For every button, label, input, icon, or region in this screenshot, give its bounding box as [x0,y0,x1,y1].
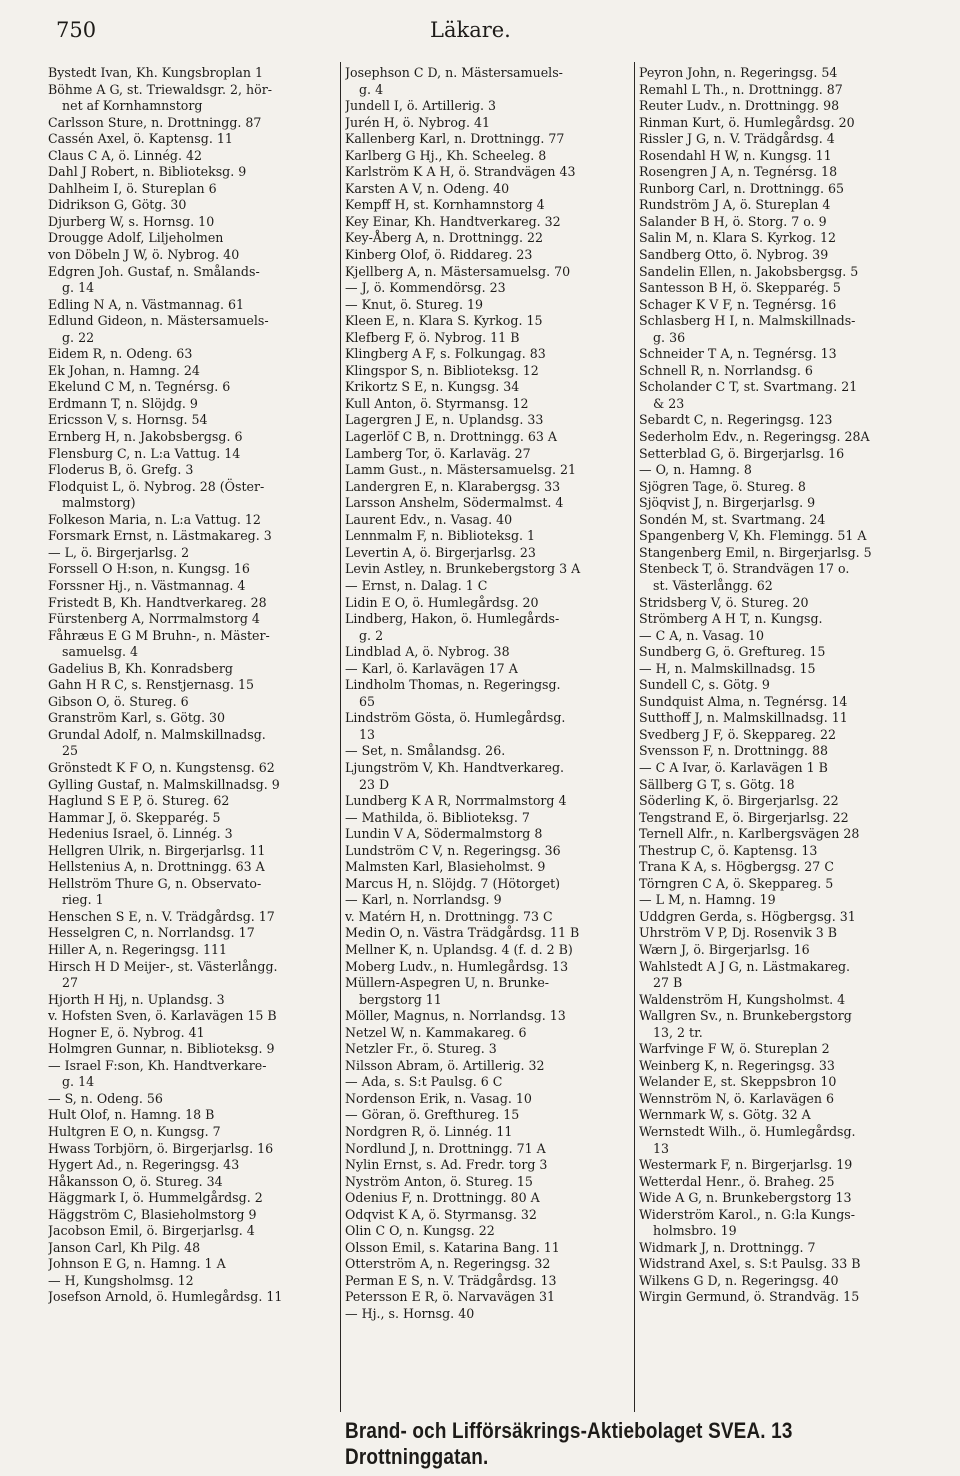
directory-entry-line: Malmsten Karl, Blasieholmst. 9 [345,859,546,875]
directory-entry-line: Hedenius Israel, ö. Linnég. 3 [48,826,233,842]
directory-entry-line: Olsson Emil, s. Katarina Bang. 11 [345,1239,560,1255]
directory-entry-line: Edlund Gideon, n. Mästersamuels- [48,313,269,329]
directory-entry-line: — L, ö. Birgerjarlsg. 2 [48,544,190,560]
directory-entry-line: Ternell Alfr., n. Karlbergsvägen 28 [639,826,860,842]
directory-entry-line: Rinman Kurt, ö. Humlegårdsg. 20 [639,114,855,130]
directory-entry-line: — Knut, ö. Stureg. 19 [345,296,484,312]
directory-entry-line: Hjorth H Hj, n. Uplandsg. 3 [48,991,225,1007]
directory-entry-line: Eidem R, n. Odeng. 63 [48,346,193,362]
directory-entry-line: Sundell C, s. Götg. 9 [639,677,770,693]
directory-entry-line: — Israel F:son, Kh. Handtverkare- [48,1057,267,1073]
directory-entry-line: Landergren E, n. Klarabergsg. 33 [345,478,561,494]
directory-entry-line: Lundström C V, n. Regeringsg. 36 [345,842,561,858]
directory-entry-line: Granström Karl, s. Götg. 30 [48,710,226,726]
directory-entry-line: Uhrström V P, Dj. Rosenvik 3 B [639,925,837,941]
directory-entry-line: 65 [359,693,376,709]
directory-entry-line: Lindberg, Hakon, ö. Humlegårds- [345,611,560,627]
directory-entry-line: Levertin A, ö. Birgerjarlsg. 23 [345,544,536,560]
directory-entry-line: Schneider T A, n. Tegnérsg. 13 [639,346,837,362]
directory-entry-line: Stangenberg Emil, n. Birgerjarlsg. 5 [639,544,872,560]
page-number: 750 [56,18,97,42]
directory-entry-line: Fürstenberg A, Norrmalmstorg 4 [48,611,260,627]
directory-entry-line: 13 [653,1140,670,1156]
directory-entry-line: Dahl J Robert, n. Biblioteksg. 9 [48,164,247,180]
directory-entry-line: — Göran, ö. Grefthureg. 15 [345,1107,520,1123]
directory-entry-line: Håkansson O, ö. Stureg. 34 [48,1173,223,1189]
directory-entry-line: Gahn H R C, s. Renstjernasg. 15 [48,677,255,693]
directory-entry-line: Lidin E O, ö. Humlegårdsg. 20 [345,594,539,610]
directory-entry-line: Petersson E R, ö. Narvavägen 31 [345,1289,556,1305]
directory-entry-line: Wernmark W, s. Götg. 32 A [639,1107,811,1123]
directory-entry-line: Klingspor S, n. Biblioteksg. 12 [345,362,539,378]
directory-entry-line: Schlasberg H I, n. Malmskillnads- [639,313,856,329]
directory-entry-line: Lundberg K A R, Norrmalmstorg 4 [345,793,567,809]
directory-entry-line: Key Einar, Kh. Handtverkareg. 32 [345,213,561,229]
directory-entry-line: Svensson F, n. Drottningg. 88 [639,743,829,759]
directory-entry-line: Waldenström H, Kungsholmst. 4 [639,991,846,1007]
directory-entry-line: Häggström C, Blasieholmstorg 9 [48,1206,257,1222]
directory-entry-line: — Mathilda, ö. Biblioteksg. 7 [345,809,530,825]
directory-entry-line: — Hj., s. Hornsg. 40 [345,1306,475,1322]
directory-entry-line: Laurent Edv., n. Vasag. 40 [345,511,513,527]
directory-entry-line: Sjögren Tage, ö. Stureg. 8 [639,478,806,494]
directory-entry-line: Hellstenius A, n. Drottningg. 63 A [48,859,265,875]
directory-entry-line: — Ernst, n. Dalag. 1 C [345,577,488,593]
directory-entry-line: g. 36 [653,329,686,345]
column-divider [340,62,341,1412]
directory-entry-line: Cassén Axel, ö. Kaptensg. 11 [48,131,233,147]
directory-entry-line: Henschen S E, n. V. Trädgårdsg. 17 [48,908,275,924]
directory-entry-line: Karsten A V, n. Odeng. 40 [345,180,510,196]
directory-entry-line: Spangenberg V, Kh. Flemingg. 51 A [639,528,867,544]
directory-entry-line: 25 [62,743,79,759]
directory-entry-line: Rosengren J A, n. Tegnérsg. 18 [639,164,838,180]
directory-entry-line: Forssell O H:son, n. Kungsg. 16 [48,561,250,577]
directory-entry-line: malmstorg) [62,495,136,511]
directory-entry-line: Nordlund J, n. Drottningg. 71 A [345,1140,546,1156]
directory-entry-line: Jundell I, ö. Artillerig. 3 [345,98,497,114]
directory-entry-line: Grundal Adolf, n. Malmskillnadsg. [48,726,266,742]
directory-entry-line: Santesson B H, ö. Skepparég. 5 [639,280,841,296]
directory-entry-line: Ekelund C M, n. Tegnérsg. 6 [48,379,231,395]
directory-entry-line: & 23 [653,395,685,411]
directory-entry-line: Karlström K A H, ö. Strandvägen 43 [345,164,576,180]
directory-entry-line: Uddgren Gerda, s. Högbergsg. 31 [639,908,856,924]
directory-entry-line: Josephson C D, n. Mästersamuels- [345,65,563,80]
directory-entry-line: Odenius F, n. Drottningg. 80 A [345,1190,540,1206]
directory-entry-line: Kull Anton, ö. Styrmansg. 12 [345,395,529,411]
directory-entry-line: Runborg Carl, n. Drottningg. 65 [639,180,844,196]
directory-entry-line: Gibson O, ö. Stureg. 6 [48,693,189,709]
directory-entry-line: Fåhræus E G M Bruhn-, n. Mäster- [48,627,270,643]
directory-entry-line: Odqvist K A, ö. Styrmansg. 32 [345,1206,537,1222]
directory-entry-line: Djurberg W, s. Hornsg. 10 [48,213,215,229]
directory-entry-line: Perman E S, n. V. Trädgårdsg. 13 [345,1272,557,1288]
directory-entry-line: — Karl, ö. Karlavägen 17 A [345,660,518,676]
directory-entry-line: Svedberg J F, ö. Skeppareg. 22 [639,726,836,742]
directory-entry-line: Häggmark I, ö. Hummelgårdsg. 2 [48,1190,263,1206]
directory-entry-line: Sjöqvist J, n. Birgerjarlsg. 9 [639,495,816,511]
directory-entry-line: Flensburg C, n. L:a Vattug. 14 [48,445,241,461]
directory-entry-line: Nordgren R, ö. Linnég. 11 [345,1124,513,1139]
directory-entry-line: — C A Ivar, ö. Karlavägen 1 B [639,759,828,775]
directory-entry-line: Scholander C T, st. Svartmang. 21 [639,379,858,395]
directory-entry-line: Janson Carl, Kh Pilg. 48 [48,1239,201,1255]
directory-entry-line: Nilsson Abram, ö. Artillerig. 32 [345,1057,545,1073]
directory-entry-line: net af Kornhamnstorg [62,98,203,114]
directory-entry-line: Lennmalm F, n. Biblioteksg. 1 [345,528,536,544]
directory-entry-line: Wide A G, n. Brunkebergstorg 13 [639,1190,852,1206]
directory-entry-line: Klefberg F, ö. Nybrog. 11 B [345,329,520,345]
directory-entry-line: Floderus B, ö. Grefg. 3 [48,462,194,478]
directory-entry-line: Netzler Fr., ö. Stureg. 3 [345,1041,497,1057]
directory-entry-line: 13 [359,726,376,742]
directory-entry-line: Westermark F, n. Birgerjarlsg. 19 [639,1157,853,1173]
directory-entry-line: Marcus H, n. Slöjdg. 7 (Hötorget) [345,875,561,891]
directory-entry-line: Sandelin Ellen, n. Jakobsbergsg. 5 [639,263,859,279]
directory-entry-line: Bystedt Ivan, Kh. Kungsbroplan 1 [48,65,263,80]
directory-entry-line: Forsmark Ernst, n. Lästmakareg. 3 [48,528,272,544]
directory-entry-line: Kinberg Olof, ö. Riddareg. 23 [345,247,533,263]
directory-entry-line: Lindblad A, ö. Nybrog. 38 [345,644,510,660]
directory-entry-line: Widerström Karol., n. G:la Kungs- [639,1206,856,1222]
directory-entry-line: Dahlheim I, ö. Stureplan 6 [48,180,217,196]
directory-entry-line: Müllern-Aspegren U, n. Brunke- [345,975,550,991]
directory-entry-line: Remahl L Th., n. Drottningg. 87 [639,81,843,97]
directory-entry-line: Edgren Joh. Gustaf, n. Smålands- [48,263,260,279]
directory-entry-line: Rissler J G, n. V. Trädgårdsg. 4 [639,131,835,147]
directory-entry-line: — H, n. Malmskillnadsg. 15 [639,660,816,676]
directory-entry-line: Trana K A, s. Högbergsg. 27 C [639,859,834,875]
directory-entry-line: Grönstedt K F O, n. Kungstensg. 62 [48,759,275,775]
directory-entry-line: Erdmann T, n. Slöjdg. 9 [48,395,198,411]
directory-entry-line: Otterström A, n. Regeringsg. 32 [345,1256,551,1272]
directory-entry-line: Sundberg G, ö. Greftureg. 15 [639,644,826,660]
directory-entry-line: Hammar J, ö. Skepparég. 5 [48,809,221,825]
directory-entry-line: Böhme A G, st. Triewaldsgr. 2, hör- [48,81,273,97]
directory-entry-line: Lamm Gust., n. Mästersamuelsg. 21 [345,462,577,478]
directory-entry-line: Johnson E G, n. Hamng. 1 A [48,1256,226,1272]
directory-entry-line: 27 B [653,975,683,991]
directory-entry-line: Didrikson G, Götg. 30 [48,197,187,213]
directory-entry-line: — Ada, s. S:t Paulsg. 6 C [345,1074,503,1090]
directory-entry-line: Lamberg Tor, ö. Karlaväg. 27 [345,445,531,461]
directory-entry-line: Holmgren Gunnar, n. Biblioteksg. 9 [48,1041,275,1057]
directory-entry-line: Sederholm Edv., n. Regeringsg. 28A [639,429,870,445]
directory-entry-line: 13, 2 tr. [653,1024,703,1040]
directory-entry-line: bergstorg 11 [359,991,442,1007]
directory-entry-line: Sebardt C, n. Regeringsg. 123 [639,412,833,428]
directory-entry-line: Kempff H, st. Kornhamnstorg 4 [345,197,545,213]
directory-entry-line: Salander B H, ö. Storg. 7 o. 9 [639,213,827,229]
directory-entry-line: Forssner Hj., n. Västmannag. 4 [48,577,246,593]
directory-entry-line: Hultgren E O, n. Kungsg. 7 [48,1124,221,1139]
directory-entry-line: Klingberg A F, s. Folkungag. 83 [345,346,546,362]
directory-entry-line: Welander E, st. Skeppsbron 10 [639,1074,837,1090]
directory-entry-line: Key-Åberg A, n. Drottningg. 22 [345,230,544,246]
directory-entry-line: Sondén M, st. Svartmang. 24 [639,511,826,527]
directory-entry-line: — J, ö. Kommendörsg. 23 [345,280,506,296]
directory-entry-line: Wilkens G D, n. Regeringsg. 40 [639,1272,839,1288]
directory-entry-line: Hwass Torbjörn, ö. Birgerjarlsg. 16 [48,1140,274,1156]
directory-entry-line: Claus C A, ö. Linnég. 42 [48,147,203,163]
directory-entry-line: g. 22 [62,329,95,345]
directory-entry-line: v. Matérn H, n. Drottningg. 73 C [345,908,553,924]
directory-entry-line: 23 D [359,776,390,792]
directory-entry-line: Wennström N, ö. Karlavägen 6 [639,1090,834,1106]
directory-entry-line: Gadelius B, Kh. Konradsberg [48,660,233,676]
directory-entry-line: Nordenson Erik, n. Vasag. 10 [345,1090,532,1106]
directory-entry-line: Widstrand Axel, s. S:t Paulsg. 33 B [639,1256,861,1272]
directory-entry-line: Wahlstedt A J G, n. Lästmakareg. [639,958,851,974]
directory-entry-line: Gylling Gustaf, n. Malmskillnadsg. 9 [48,776,280,792]
directory-entry-line: samuelsg. 4 [62,644,139,660]
column-3 [639,65,929,1306]
directory-entry-line: Lundin V A, Södermalmstorg 8 [345,826,543,842]
directory-entry-line: Warfvinge F W, ö. Stureplan 2 [639,1041,830,1057]
directory-entry-line: holmsbro. 19 [653,1223,737,1239]
directory-entry-line: Rosendahl H W, n. Kungsg. 11 [639,147,832,163]
directory-entry-line: Widmark J, n. Drottningg. 7 [639,1239,816,1255]
directory-entry-line: Hiller A, n. Regeringsg. 111 [48,941,227,957]
directory-entry-line: Jacobson Emil, ö. Birgerjarlsg. 4 [48,1223,255,1239]
directory-entry-line: Reuter Ludv., n. Drottningg. 98 [639,98,840,114]
directory-entry-line: Hesselgren C, n. Norrlandsg. 17 [48,925,255,941]
directory-entry-line: Moberg Ludv., n. Humlegårdsg. 13 [345,958,569,974]
directory-entry-line: Ek Johan, n. Hamng. 24 [48,362,200,378]
directory-entry-line: Stridsberg V, ö. Stureg. 20 [639,594,809,610]
directory-entry-line: Strömberg A H T, n. Kungsg. [639,611,823,627]
directory-entry-line: Schager K V F, n. Tegnérsg. 16 [639,296,837,312]
directory-entry-line: Sundquist Alma, n. Tegnérsg. 14 [639,693,848,709]
directory-entry-line: — H, Kungsholmsg. 12 [48,1272,194,1288]
directory-entry-line: — L M, n. Hamng. 19 [639,892,776,908]
directory-entry-line: Nyström Anton, ö. Stureg. 15 [345,1173,533,1189]
advertisement-footer: Brand- och Lifförsäkrings-Aktiebolaget SVEA. 13 Drottninggatan. [345,1418,793,1469]
directory-entry-line: Carlsson Sture, n. Drottningg. 87 [48,114,262,130]
directory-entry-line: Salin M, n. Klara S. Kyrkog. 12 [639,230,837,246]
directory-entry-line: Sandberg Otto, ö. Nybrog. 39 [639,247,829,263]
directory-entry-line: Wernstedt Wilh., ö. Humlegårdsg. [639,1124,856,1139]
directory-entry-line: rieg. 1 [62,892,104,908]
directory-entry-line: Nylin Ernst, s. Ad. Fredr. torg 3 [345,1157,548,1173]
directory-entry-line: Hogner E, ö. Nybrog. 41 [48,1024,205,1040]
directory-entry-line: Edling N A, n. Västmannag. 61 [48,296,244,312]
directory-entry-line: g. 4 [359,81,384,97]
directory-entry-line: Ljungström V, Kh. Handtverkareg. [345,759,565,775]
directory-entry-line: Wærn J, ö. Birgerjarlsg. 16 [639,941,810,957]
directory-entry-line: Hirsch H D Meijer-, st. Västerlångg. [48,958,278,974]
directory-entry-line: Lagergren J E, n. Uplandsg. 33 [345,412,544,428]
directory-entry-line: Törngren C A, ö. Skeppareg. 5 [639,875,834,891]
directory-entry-line: Levin Astley, n. Brunkebergstorg 3 A [345,561,581,577]
page-header: Läkare. [430,18,511,42]
directory-entry-line: — Karl, n. Norrlandsg. 9 [345,892,502,908]
directory-entry-line: Sutthoff J, n. Malmskillnadsg. 11 [639,710,848,726]
directory-entry-line: Lindström Gösta, ö. Humlegårdsg. [345,710,566,726]
directory-entry-line: Sällberg G T, s. Götg. 18 [639,776,795,792]
column-2 [345,65,633,1323]
directory-entry-line: Lindholm Thomas, n. Regeringsg. [345,677,561,693]
directory-entry-line: g. 14 [62,1074,95,1090]
directory-entry-line: Schnell R, n. Norrlandsg. 6 [639,362,813,378]
directory-entry-line: Folkeson Maria, n. L:a Vattug. 12 [48,511,261,527]
directory-entry-line: Thestrup C, ö. Kaptensg. 13 [639,842,818,858]
column-divider [634,62,635,1412]
directory-entry-line: st. Västerlångg. 62 [653,577,773,593]
directory-entry-line: — O, n. Hamng. 8 [639,462,752,478]
directory-entry-line: Kallenberg Karl, n. Drottningg. 77 [345,131,565,147]
directory-entry-line: Netzel W, n. Kammakareg. 6 [345,1024,527,1040]
directory-entry-line: Haglund S E P, ö. Stureg. 62 [48,793,230,809]
directory-entry-line: Stenbeck T, ö. Strandvägen 17 o. [639,561,850,577]
column-1 [48,65,340,1306]
directory-entry-line: Medin O, n. Västra Trädgårdsg. 11 B [345,925,580,941]
directory-entry-line: Jurén H, ö. Nybrog. 41 [345,114,490,130]
directory-entry-line: Drougge Adolf, Liljeholmen [48,230,224,246]
directory-entry-line: Lagerlöf C B, n. Drottningg. 63 A [345,429,558,445]
directory-entry-line: Olin C O, n. Kungsg. 22 [345,1223,495,1239]
directory-entry-line: — S, n. Odeng. 56 [48,1090,163,1106]
directory-entry-line: Karlberg G Hj., Kh. Scheeleg. 8 [345,147,547,163]
directory-entry-line: Ericsson V, s. Hornsg. 54 [48,412,208,428]
directory-entry-line: Kjellberg A, n. Mästersamuelsg. 70 [345,263,571,279]
directory-entry-line: Hult Olof, n. Hamng. 18 B [48,1107,215,1123]
directory-entry-line: Rundström J A, ö. Stureplan 4 [639,197,831,213]
directory-entry-line: v. Hofsten Sven, ö. Karlavägen 15 B [48,1008,277,1024]
directory-entry-line: Hellström Thure G, n. Observato- [48,875,262,891]
directory-entry-line: Mellner K, n. Uplandsg. 4 (f. d. 2 B) [345,941,573,957]
directory-entry-line: Tengstrand E, ö. Birgerjarlsg. 22 [639,809,849,825]
directory-entry-line: Weinberg K, n. Regeringsg. 33 [639,1057,835,1073]
directory-entry-line: g. 2 [359,627,384,643]
directory-entry-line: Setterblad G, ö. Birgerjarlsg. 16 [639,445,845,461]
directory-entry-line: — C A, n. Vasag. 10 [639,627,764,643]
directory-entry-line: Hellgren Ulrik, n. Birgerjarlsg. 11 [48,842,266,858]
directory-entry-line: Larsson Anshelm, Södermalmst. 4 [345,495,564,511]
directory-entry-line: 27 [62,975,79,991]
directory-entry-line: Ernberg H, n. Jakobsbergsg. 6 [48,429,243,445]
directory-entry-line: Fristedt B, Kh. Handtverkareg. 28 [48,594,267,610]
directory-entry-line: Wetterdal Henr., ö. Braheg. 25 [639,1173,835,1189]
directory-entry-line: Flodquist L, ö. Nybrog. 28 (Öster- [48,478,265,494]
directory-entry-line: Hygert Ad., n. Regeringsg. 43 [48,1157,240,1173]
directory-entry-line: Wirgin Germund, ö. Strandväg. 15 [639,1289,860,1305]
directory-entry-line: Möller, Magnus, n. Norrlandsg. 13 [345,1008,566,1024]
directory-entry-line: von Döbeln J W, ö. Nybrog. 40 [48,247,240,263]
directory-entry-line: — Set, n. Smålandsg. 26. [345,743,506,759]
directory-entry-line: Kleen E, n. Klara S. Kyrkog. 15 [345,313,543,329]
directory-entry-line: Josefson Arnold, ö. Humlegårdsg. 11 [48,1289,283,1305]
directory-entry-line: Peyron John, n. Regeringsg. 54 [639,65,838,80]
directory-entry-line: Wallgren Sv., n. Brunkebergstorg [639,1008,852,1024]
directory-entry-line: g. 14 [62,280,95,296]
directory-entry-line: Krikortz S E, n. Kungsg. 34 [345,379,520,395]
directory-entry-line: Söderling K, ö. Birgerjarlsg. 22 [639,793,839,809]
